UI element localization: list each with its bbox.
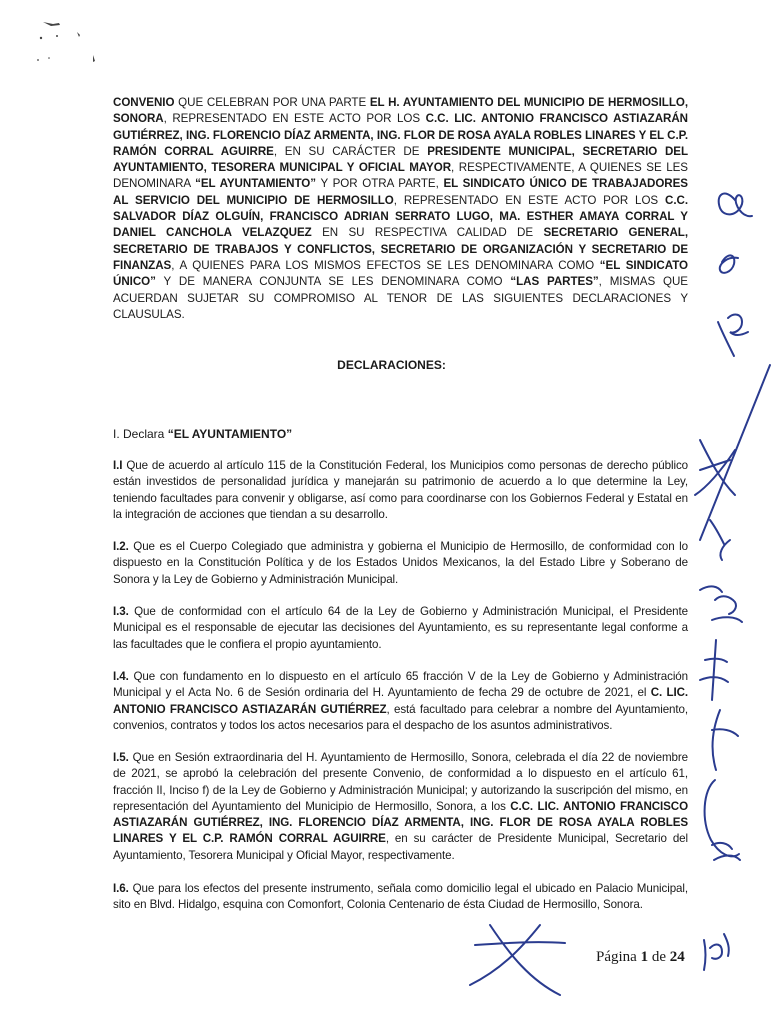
intro-sindicato: EL SINDICATO ÚNICO DE TRABAJADORES AL SERVICIO DEL MUNICIPIO DE HERMOSILLO bbox=[113, 177, 688, 207]
intro-text: , REPRESENTADO EN ESTE ACTO POR LOS bbox=[393, 193, 665, 207]
page-word: Página bbox=[596, 949, 641, 965]
item-text: Que es el Cuerpo Colegiado que administra y gobierna el Municipio de Hermosillo, de conformidad con lo dispuesto en la Constitución Política y de los Estados Unidos Mexicanos, la del Estado Libre y Soberano de Sonora y la Ley de Gobierno y Administración Municipal. bbox=[113, 540, 688, 586]
intro-paragraph bbox=[113, 95, 688, 323]
intro-text: , MISMAS QUE ACUERDAN SUJETAR SU COMPROMISO AL TENOR DE LAS SIGUIENTES DECLARACIONES Y CLAUSULAS. bbox=[113, 275, 688, 321]
declaration-item-3 bbox=[113, 604, 688, 653]
section-number: I. bbox=[113, 427, 120, 441]
intro-convenio: CONVENIO bbox=[113, 96, 175, 109]
declaraciones-heading: DECLARACIONES: bbox=[337, 358, 446, 372]
declaration-item-1 bbox=[113, 458, 688, 523]
intro-text: Y POR OTRA PARTE, bbox=[316, 177, 444, 191]
item-text: Que de acuerdo al artículo 115 de la Constitución Federal, los Municipios como personas de derecho público están investidos de personalidad jurídica y manejarán su patrimonio de acuerdo a lo que determine la Ley, teniendo facultades para convenir y obligarse, así como para coordinarse con los Gobiernos Federal y Estatal en la integración de acciones que tiendan a su desarrollo. bbox=[113, 459, 688, 521]
intro-text: , A QUIENES PARA LOS MISMOS EFECTOS SE LES DENOMINARA COMO bbox=[171, 258, 600, 272]
item-text: Que de conformidad con el artículo 64 de la Ley de Gobierno y Administración Municipal, el Presidente Municipal es el responsable de ejecutar las decisiones del Ayuntamiento, es su representante legal conforme a las facultades que le confiera el propio ayuntamiento. bbox=[113, 605, 688, 651]
intro-text: Y DE MANERA CONJUNTA SE LES DENOMINARA COMO bbox=[155, 275, 511, 289]
section-party: “EL AYUNTAMIENTO” bbox=[167, 427, 293, 441]
intro-el-sindicato: “EL SINDICATO ÚNICO” bbox=[113, 258, 688, 289]
item-text: , está facultado para celebrar a nombre del Ayuntamiento, convenios, contratos y todos los actos necesarios para el despacho de los asuntos administrativos. bbox=[113, 702, 688, 732]
declaration-item-4 bbox=[113, 669, 688, 734]
declaration-item-5 bbox=[113, 750, 688, 864]
page-number bbox=[596, 949, 685, 966]
declaration-item-2 bbox=[113, 539, 688, 588]
intro-sindicato-representatives: C.C. SALVADOR DÍAZ OLGUÍN, FRANCISCO ADRIAN SERRATO LUGO, MA. ESTHER AMAYA CORRAL Y DANIEL CANCHOLA VELAZQUEZ bbox=[113, 193, 688, 240]
intro-text: , REPRESENTADO EN ESTE ACTO POR LOS bbox=[163, 112, 426, 126]
page-total: 24 bbox=[669, 949, 685, 965]
item-bold-name: C. LIC. ANTONIO FRANCISCO ASTIAZARÁN GUTIÉRREZ bbox=[113, 686, 688, 716]
intro-las-partes: “LAS PARTES” bbox=[510, 275, 599, 289]
item-text: Que en Sesión extraordinaria del H. Ayuntamiento de Hermosillo, Sonora, celebrada el día 22 de noviembre de 2021, se aprobó la celebración del presente Convenio, de conformidad a lo dispuesto en el artículo 61, fracción II, Inciso f) de la Ley de Gobierno y Administración Municipal; y autorizando la suscripción del mismo, en representación del Ayuntamiento del Municipio de Hermosillo, Sonora, a los bbox=[113, 751, 688, 813]
scan-specks bbox=[37, 22, 95, 62]
intro-text: QUE CELEBRAN POR UNA PARTE bbox=[174, 96, 370, 109]
section-heading bbox=[113, 427, 292, 441]
page-of: de bbox=[648, 949, 670, 965]
item-number: I.3. bbox=[113, 605, 129, 618]
item-text: , en su carácter de Presidente Municipal, Secretario del Ayuntamiento, Tesorera Municipal y Oficial Mayor, respectivamente. bbox=[113, 832, 688, 862]
intro-el-ayuntamiento: “EL AYUNTAMIENTO” bbox=[195, 177, 317, 191]
item-bold-names: C.C. LIC. ANTONIO FRANCISCO ASTIAZARÁN GUTIÉRREZ, ING. FLORENCIO DÍAZ ARMENTA, ING. FLOR DE ROSA AYALA ROBLES LINARES Y EL C.P. RAMÓN CORRAL AGUIRRE bbox=[113, 799, 688, 846]
item-number: I.2. bbox=[113, 540, 129, 553]
intro-text: EN SU RESPECTIVA CALIDAD DE bbox=[311, 226, 544, 240]
item-number: I.6. bbox=[113, 882, 129, 895]
section-label: Declara bbox=[119, 427, 168, 441]
item-number: I.5. bbox=[113, 751, 129, 764]
intro-representatives: C.C. LIC. ANTONIO FRANCISCO ASTIAZARÁN GUTIÉRREZ, ING. FLORENCIO DÍAZ ARMENTA, ING. FLOR DE ROSA AYALA ROBLES LINARES Y EL C.P. RAMÓN CORRAL AGUIRRE bbox=[113, 112, 688, 158]
page-current: 1 bbox=[640, 949, 649, 965]
intro-ayuntamiento: EL H. AYUNTAMIENTO DEL MUNICIPIO DE HERMOSILLO, SONORA bbox=[113, 96, 688, 126]
item-number: I.I bbox=[113, 459, 123, 472]
item-text: Que con fundamento en lo dispuesto en el artículo 65 fracción V de la Ley de Gobierno y Administración Municipal y el Acta No. 6 de Sesión ordinaria del H. Ayuntamiento de fecha 29 de octubre de 2021, el bbox=[113, 670, 688, 700]
intro-text: , EN SU CARÁCTER DE bbox=[273, 144, 428, 158]
item-text: Que para los efectos del presente instrumento, señala como domicilio legal el ubicado en Palacio Municipal, sito en Blvd. Hidalgo, esquina con Comonfort, Colonia Centenario de ésta Ciudad de Hermosillo, Sonora. bbox=[113, 882, 688, 912]
declaration-item-6 bbox=[113, 881, 688, 914]
intro-sindicato-roles: SECRETARIO GENERAL, SECRETARIO DE TRABAJOS Y CONFLICTOS, SECRETARIO DE ORGANIZACIÓN Y SECRETARIO DE FINANZAS bbox=[113, 226, 689, 272]
intro-roles: PRESIDENTE MUNICIPAL, SECRETARIO DEL AYUNTAMIENTO, TESORERA MUNICIPAL Y OFICIAL MAYOR bbox=[113, 144, 688, 175]
intro-text: , RESPECTIVAMENTE, A QUIENES SE LES DENOMINARA bbox=[113, 161, 688, 191]
item-number: I.4. bbox=[113, 670, 129, 683]
